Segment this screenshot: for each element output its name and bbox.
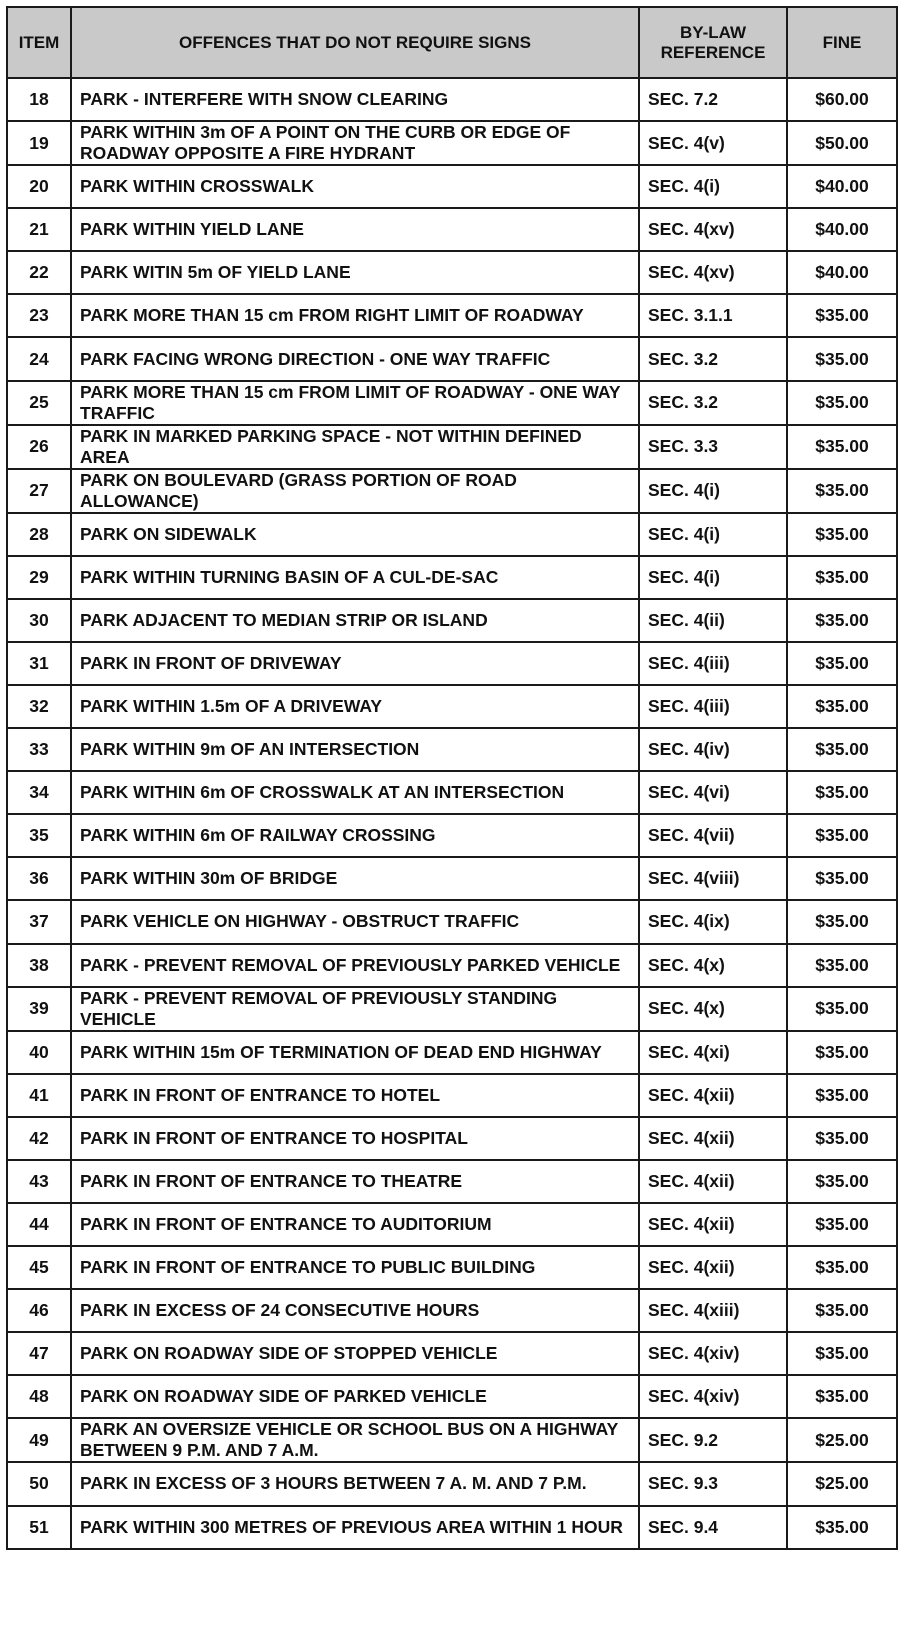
item-cell: 22 — [7, 251, 71, 294]
reference-cell: SEC. 4(xii) — [639, 1160, 787, 1203]
header-offence: OFFENCES THAT DO NOT REQUIRE SIGNS — [71, 7, 639, 78]
header-reference-line2: REFERENCE — [660, 42, 766, 62]
item-cell: 48 — [7, 1375, 71, 1418]
item-cell: 31 — [7, 642, 71, 685]
offence-cell: PARK WITHIN 15m OF TERMINATION OF DEAD END HIGHWAY — [71, 1031, 639, 1074]
fine-cell: $35.00 — [787, 1332, 897, 1375]
fine-cell: $35.00 — [787, 1117, 897, 1160]
offence-cell: PARK WITHIN YIELD LANE — [71, 208, 639, 251]
offence-cell: PARK - PREVENT REMOVAL OF PREVIOUSLY PARKED VEHICLE — [71, 944, 639, 987]
reference-cell: SEC. 4(xii) — [639, 1074, 787, 1117]
item-cell: 24 — [7, 337, 71, 380]
item-cell: 37 — [7, 900, 71, 943]
item-cell: 27 — [7, 469, 71, 513]
offence-cell: PARK IN FRONT OF ENTRANCE TO AUDITORIUM — [71, 1203, 639, 1246]
fine-cell: $50.00 — [787, 121, 897, 165]
fine-cell: $40.00 — [787, 251, 897, 294]
table-row — [7, 208, 897, 251]
fine-cell: $35.00 — [787, 1203, 897, 1246]
table-row — [7, 1203, 897, 1246]
reference-cell: SEC. 4(i) — [639, 165, 787, 208]
table-row — [7, 513, 897, 556]
fine-cell: $60.00 — [787, 78, 897, 121]
fine-cell: $35.00 — [787, 857, 897, 900]
item-cell: 46 — [7, 1289, 71, 1332]
table-row — [7, 556, 897, 599]
reference-cell: SEC. 4(vii) — [639, 814, 787, 857]
offence-cell: PARK WITHIN 1.5m OF A DRIVEWAY — [71, 685, 639, 728]
reference-cell: SEC. 4(viii) — [639, 857, 787, 900]
fine-cell: $35.00 — [787, 425, 897, 469]
item-cell: 18 — [7, 78, 71, 121]
reference-cell: SEC. 3.1.1 — [639, 294, 787, 337]
fine-cell: $35.00 — [787, 642, 897, 685]
item-cell: 45 — [7, 1246, 71, 1289]
reference-cell: SEC. 4(xiii) — [639, 1289, 787, 1332]
fine-cell: $35.00 — [787, 556, 897, 599]
table-row — [7, 857, 897, 900]
header-reference-line1: BY-LAW — [679, 22, 747, 42]
header-item: ITEM — [7, 7, 71, 78]
table-row — [7, 469, 897, 513]
table-row — [7, 728, 897, 771]
reference-cell: SEC. 4(i) — [639, 469, 787, 513]
fines-table-container — [6, 6, 896, 1550]
offence-cell: PARK AN OVERSIZE VEHICLE OR SCHOOL BUS ON A HIGHWAY BETWEEN 9 P.M. AND 7 A.M. — [71, 1418, 639, 1462]
fine-cell: $35.00 — [787, 599, 897, 642]
table-row — [7, 1074, 897, 1117]
offence-cell: PARK FACING WRONG DIRECTION - ONE WAY TRAFFIC — [71, 337, 639, 380]
reference-cell: SEC. 4(ix) — [639, 900, 787, 943]
fine-cell: $35.00 — [787, 469, 897, 513]
reference-cell: SEC. 4(vi) — [639, 771, 787, 814]
table-row — [7, 1462, 897, 1505]
reference-cell: SEC. 4(iii) — [639, 685, 787, 728]
reference-cell: SEC. 4(v) — [639, 121, 787, 165]
reference-cell: SEC. 4(xii) — [639, 1203, 787, 1246]
item-cell: 51 — [7, 1506, 71, 1549]
offence-cell: PARK WITIN 5m OF YIELD LANE — [71, 251, 639, 294]
reference-cell: SEC. 3.3 — [639, 425, 787, 469]
item-cell: 21 — [7, 208, 71, 251]
item-cell: 35 — [7, 814, 71, 857]
fine-cell: $35.00 — [787, 900, 897, 943]
item-cell: 25 — [7, 381, 71, 425]
table-row — [7, 1160, 897, 1203]
table-row — [7, 642, 897, 685]
offence-cell: PARK WITHIN CROSSWALK — [71, 165, 639, 208]
offence-cell: PARK MORE THAN 15 cm FROM LIMIT OF ROADWAY - ONE WAY TRAFFIC — [71, 381, 639, 425]
header-fine: FINE — [787, 7, 897, 78]
item-cell: 42 — [7, 1117, 71, 1160]
fine-cell: $35.00 — [787, 1289, 897, 1332]
fine-cell: $35.00 — [787, 294, 897, 337]
reference-cell: SEC. 4(i) — [639, 513, 787, 556]
fine-cell: $35.00 — [787, 513, 897, 556]
table-row — [7, 165, 897, 208]
item-cell: 36 — [7, 857, 71, 900]
reference-cell: SEC. 9.3 — [639, 1462, 787, 1505]
reference-cell: SEC. 4(xi) — [639, 1031, 787, 1074]
table-row — [7, 1332, 897, 1375]
reference-cell: SEC. 4(x) — [639, 944, 787, 987]
offence-cell: PARK WITHIN 6m OF RAILWAY CROSSING — [71, 814, 639, 857]
table-row — [7, 1117, 897, 1160]
table-row — [7, 1418, 897, 1462]
table-row — [7, 337, 897, 380]
offence-cell: PARK WITHIN 300 METRES OF PREVIOUS AREA WITHIN 1 HOUR — [71, 1506, 639, 1549]
table-row — [7, 121, 897, 165]
fine-cell: $35.00 — [787, 1031, 897, 1074]
offence-cell: PARK IN FRONT OF ENTRANCE TO PUBLIC BUILDING — [71, 1246, 639, 1289]
table-row — [7, 78, 897, 121]
item-cell: 34 — [7, 771, 71, 814]
table-row — [7, 987, 897, 1031]
header-reference — [639, 7, 787, 78]
reference-cell: SEC. 4(xv) — [639, 208, 787, 251]
offence-cell: PARK IN FRONT OF DRIVEWAY — [71, 642, 639, 685]
offence-cell: PARK ON SIDEWALK — [71, 513, 639, 556]
reference-cell: SEC. 4(ii) — [639, 599, 787, 642]
offence-cell: PARK - PREVENT REMOVAL OF PREVIOUSLY STANDING VEHICLE — [71, 987, 639, 1031]
offence-cell: PARK ON ROADWAY SIDE OF PARKED VEHICLE — [71, 1375, 639, 1418]
offence-cell: PARK WITHIN 6m OF CROSSWALK AT AN INTERSECTION — [71, 771, 639, 814]
item-cell: 39 — [7, 987, 71, 1031]
reference-cell: SEC. 4(i) — [639, 556, 787, 599]
reference-cell: SEC. 7.2 — [639, 78, 787, 121]
table-row — [7, 944, 897, 987]
fine-cell: $35.00 — [787, 1375, 897, 1418]
offence-cell: PARK IN EXCESS OF 3 HOURS BETWEEN 7 A. M. AND 7 P.M. — [71, 1462, 639, 1505]
fine-cell: $35.00 — [787, 771, 897, 814]
fine-cell: $35.00 — [787, 728, 897, 771]
reference-cell: SEC. 4(x) — [639, 987, 787, 1031]
reference-cell: SEC. 9.2 — [639, 1418, 787, 1462]
table-row — [7, 1031, 897, 1074]
item-cell: 49 — [7, 1418, 71, 1462]
table-row — [7, 685, 897, 728]
item-cell: 23 — [7, 294, 71, 337]
fine-cell: $35.00 — [787, 987, 897, 1031]
item-cell: 33 — [7, 728, 71, 771]
fine-cell: $35.00 — [787, 685, 897, 728]
item-cell: 47 — [7, 1332, 71, 1375]
offence-cell: PARK VEHICLE ON HIGHWAY - OBSTRUCT TRAFFIC — [71, 900, 639, 943]
offence-cell: PARK IN FRONT OF ENTRANCE TO HOTEL — [71, 1074, 639, 1117]
offences-fines-table — [6, 6, 898, 1550]
offence-cell: PARK ON ROADWAY SIDE OF STOPPED VEHICLE — [71, 1332, 639, 1375]
reference-cell: SEC. 4(iv) — [639, 728, 787, 771]
fine-cell: $35.00 — [787, 1074, 897, 1117]
reference-cell: SEC. 4(xii) — [639, 1117, 787, 1160]
offence-cell: PARK WITHIN 30m OF BRIDGE — [71, 857, 639, 900]
reference-cell: SEC. 4(xv) — [639, 251, 787, 294]
item-cell: 41 — [7, 1074, 71, 1117]
item-cell: 30 — [7, 599, 71, 642]
table-row — [7, 771, 897, 814]
item-cell: 44 — [7, 1203, 71, 1246]
item-cell: 20 — [7, 165, 71, 208]
item-cell: 28 — [7, 513, 71, 556]
table-row — [7, 1375, 897, 1418]
fine-cell: $35.00 — [787, 1506, 897, 1549]
fine-cell: $25.00 — [787, 1462, 897, 1505]
reference-cell: SEC. 4(xiv) — [639, 1332, 787, 1375]
fine-cell: $35.00 — [787, 381, 897, 425]
table-row — [7, 900, 897, 943]
reference-cell: SEC. 4(xii) — [639, 1246, 787, 1289]
offence-cell: PARK ADJACENT TO MEDIAN STRIP OR ISLAND — [71, 599, 639, 642]
reference-cell: SEC. 3.2 — [639, 337, 787, 380]
reference-cell: SEC. 9.4 — [639, 1506, 787, 1549]
reference-cell: SEC. 4(iii) — [639, 642, 787, 685]
item-cell: 43 — [7, 1160, 71, 1203]
offence-cell: PARK WITHIN TURNING BASIN OF A CUL-DE-SAC — [71, 556, 639, 599]
reference-cell: SEC. 4(xiv) — [639, 1375, 787, 1418]
item-cell: 40 — [7, 1031, 71, 1074]
table-row — [7, 814, 897, 857]
reference-cell: SEC. 3.2 — [639, 381, 787, 425]
offence-cell: PARK MORE THAN 15 cm FROM RIGHT LIMIT OF ROADWAY — [71, 294, 639, 337]
table-row — [7, 251, 897, 294]
table-row — [7, 381, 897, 425]
offence-cell: PARK WITHIN 9m OF AN INTERSECTION — [71, 728, 639, 771]
offence-cell: PARK IN MARKED PARKING SPACE - NOT WITHIN DEFINED AREA — [71, 425, 639, 469]
table-header-row — [7, 7, 897, 78]
offence-cell: PARK ON BOULEVARD (GRASS PORTION OF ROAD ALLOWANCE) — [71, 469, 639, 513]
item-cell: 32 — [7, 685, 71, 728]
table-body — [7, 78, 897, 1549]
fine-cell: $35.00 — [787, 337, 897, 380]
fine-cell: $40.00 — [787, 165, 897, 208]
offence-cell: PARK IN FRONT OF ENTRANCE TO THEATRE — [71, 1160, 639, 1203]
item-cell: 50 — [7, 1462, 71, 1505]
fine-cell: $35.00 — [787, 1160, 897, 1203]
fine-cell: $35.00 — [787, 1246, 897, 1289]
fine-cell: $25.00 — [787, 1418, 897, 1462]
table-row — [7, 599, 897, 642]
offence-cell: PARK IN FRONT OF ENTRANCE TO HOSPITAL — [71, 1117, 639, 1160]
table-row — [7, 1246, 897, 1289]
item-cell: 29 — [7, 556, 71, 599]
table-row — [7, 294, 897, 337]
table-row — [7, 1289, 897, 1332]
table-row — [7, 1506, 897, 1549]
fine-cell: $35.00 — [787, 944, 897, 987]
item-cell: 19 — [7, 121, 71, 165]
item-cell: 38 — [7, 944, 71, 987]
offence-cell: PARK WITHIN 3m OF A POINT ON THE CURB OR EDGE OF ROADWAY OPPOSITE A FIRE HYDRANT — [71, 121, 639, 165]
item-cell: 26 — [7, 425, 71, 469]
offence-cell: PARK - INTERFERE WITH SNOW CLEARING — [71, 78, 639, 121]
fine-cell: $40.00 — [787, 208, 897, 251]
table-row — [7, 425, 897, 469]
fine-cell: $35.00 — [787, 814, 897, 857]
offence-cell: PARK IN EXCESS OF 24 CONSECUTIVE HOURS — [71, 1289, 639, 1332]
